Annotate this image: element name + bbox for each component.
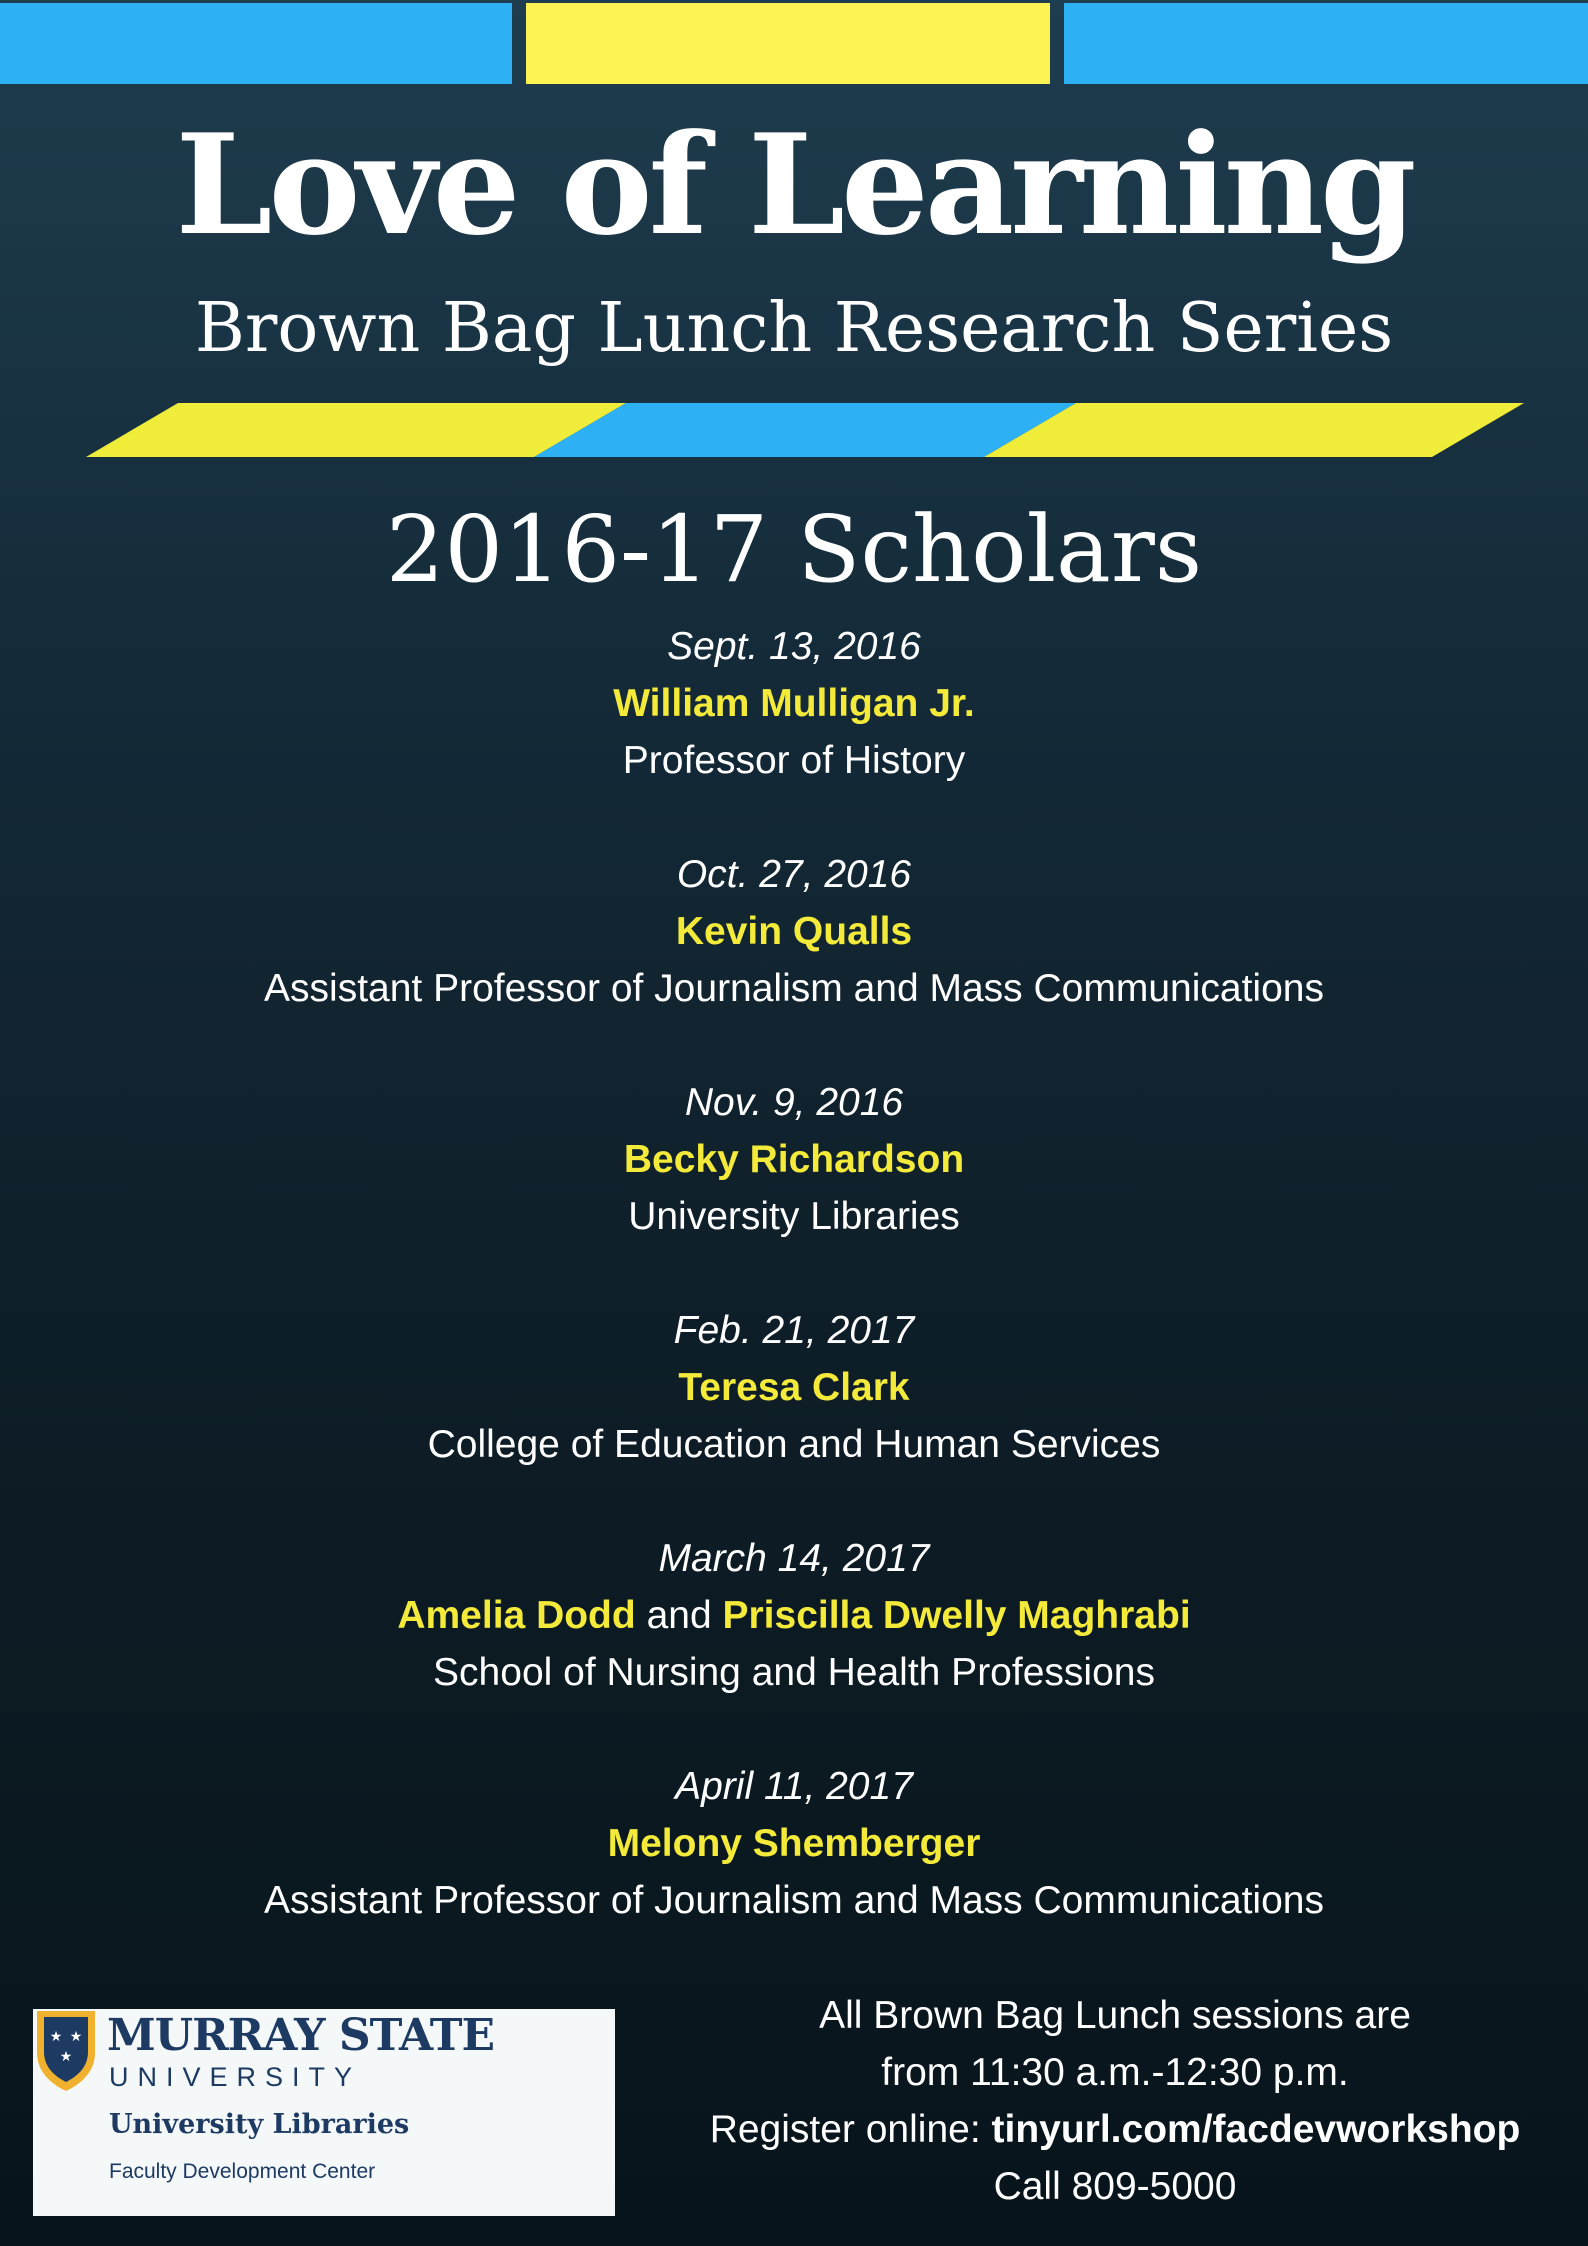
presenter-names (0, 1815, 1588, 1872)
presenter-names (0, 1359, 1588, 1416)
presenter-name: Melony Shemberger (607, 1822, 981, 1865)
session-info (660, 1987, 1570, 2215)
top-bar-blue-left (0, 3, 512, 84)
session-item (0, 1074, 1588, 1302)
session-date: Nov. 9, 2016 (684, 1081, 904, 1124)
session-item (0, 846, 1588, 1074)
presenter-department: Assistant Professor of Journalism and Mass Communications (264, 1879, 1324, 1922)
svg-text:★: ★ (49, 2029, 63, 2045)
presenter-department: School of Nursing and Health Professions (433, 1651, 1155, 1694)
session-item (0, 1758, 1588, 1986)
presenter-names (0, 1587, 1588, 1644)
logo-center-name: Faculty Development Center (109, 2160, 376, 2183)
register-link[interactable]: tinyurl.com/facdevworkshop (991, 2108, 1521, 2151)
info-line-register (660, 2101, 1570, 2158)
presenter-department: Assistant Professor of Journalism and Mass Communications (264, 967, 1324, 1010)
presenter-department: Professor of History (622, 739, 966, 782)
info-line-sessions: All Brown Bag Lunch sessions are (819, 1994, 1411, 2037)
svg-text:★: ★ (69, 2029, 83, 2045)
session-item (0, 1530, 1588, 1758)
info-line-time: from 11:30 a.m.-12:30 p.m. (881, 2051, 1349, 2094)
session-date: Feb. 21, 2017 (673, 1309, 915, 1352)
session-date: March 14, 2017 (658, 1537, 930, 1580)
poster-subtitle: Brown Bag Lunch Research Series (194, 289, 1394, 368)
top-bar-blue-right (1064, 3, 1588, 84)
presenter-name: Becky Richardson (623, 1138, 965, 1181)
scholars-heading: 2016-17 Scholars (385, 496, 1203, 603)
session-item (0, 618, 1588, 846)
murray-state-logo (33, 2009, 615, 2216)
presenter-department: College of Education and Human Services (427, 1423, 1161, 1466)
top-bar-yellow-middle (526, 3, 1050, 84)
info-line-phone: Call 809-5000 (993, 2165, 1237, 2208)
presenter-names (0, 903, 1588, 960)
shield-stars-icon (35, 2009, 97, 2093)
logo-university-name: MURRAY STATE (107, 2010, 495, 2061)
presenter-name: William Mulligan Jr. (613, 682, 975, 725)
logo-university-word: UNIVERSITY (109, 2062, 362, 2092)
register-label: Register online: (709, 2108, 992, 2151)
stripe-yellow-left (86, 403, 626, 457)
presenter-name: Amelia Dodd (397, 1594, 636, 1637)
presenter-department: University Libraries (628, 1195, 960, 1238)
presenter-name: Teresa Clark (678, 1366, 910, 1409)
session-date: Sept. 13, 2016 (667, 625, 921, 668)
presenter-names (0, 1131, 1588, 1188)
poster-title: Love of Learning (175, 103, 1413, 266)
presenter-name-second: Priscilla Dwelly Maghrabi (722, 1594, 1191, 1637)
svg-text:★: ★ (59, 2049, 73, 2065)
stripe-blue-middle (534, 403, 1076, 457)
diagonal-stripe-band (0, 403, 1588, 457)
session-item (0, 1302, 1588, 1530)
session-date: April 11, 2017 (675, 1765, 913, 1808)
stripe-yellow-right (984, 403, 1524, 457)
presenter-name: Kevin Qualls (675, 910, 913, 953)
session-list (0, 618, 1588, 1986)
presenter-joiner: and (646, 1594, 712, 1637)
top-color-bar (0, 0, 1588, 84)
presenter-names (0, 675, 1588, 732)
logo-libraries: University Libraries (109, 2109, 410, 2140)
session-date: Oct. 27, 2016 (676, 853, 912, 896)
